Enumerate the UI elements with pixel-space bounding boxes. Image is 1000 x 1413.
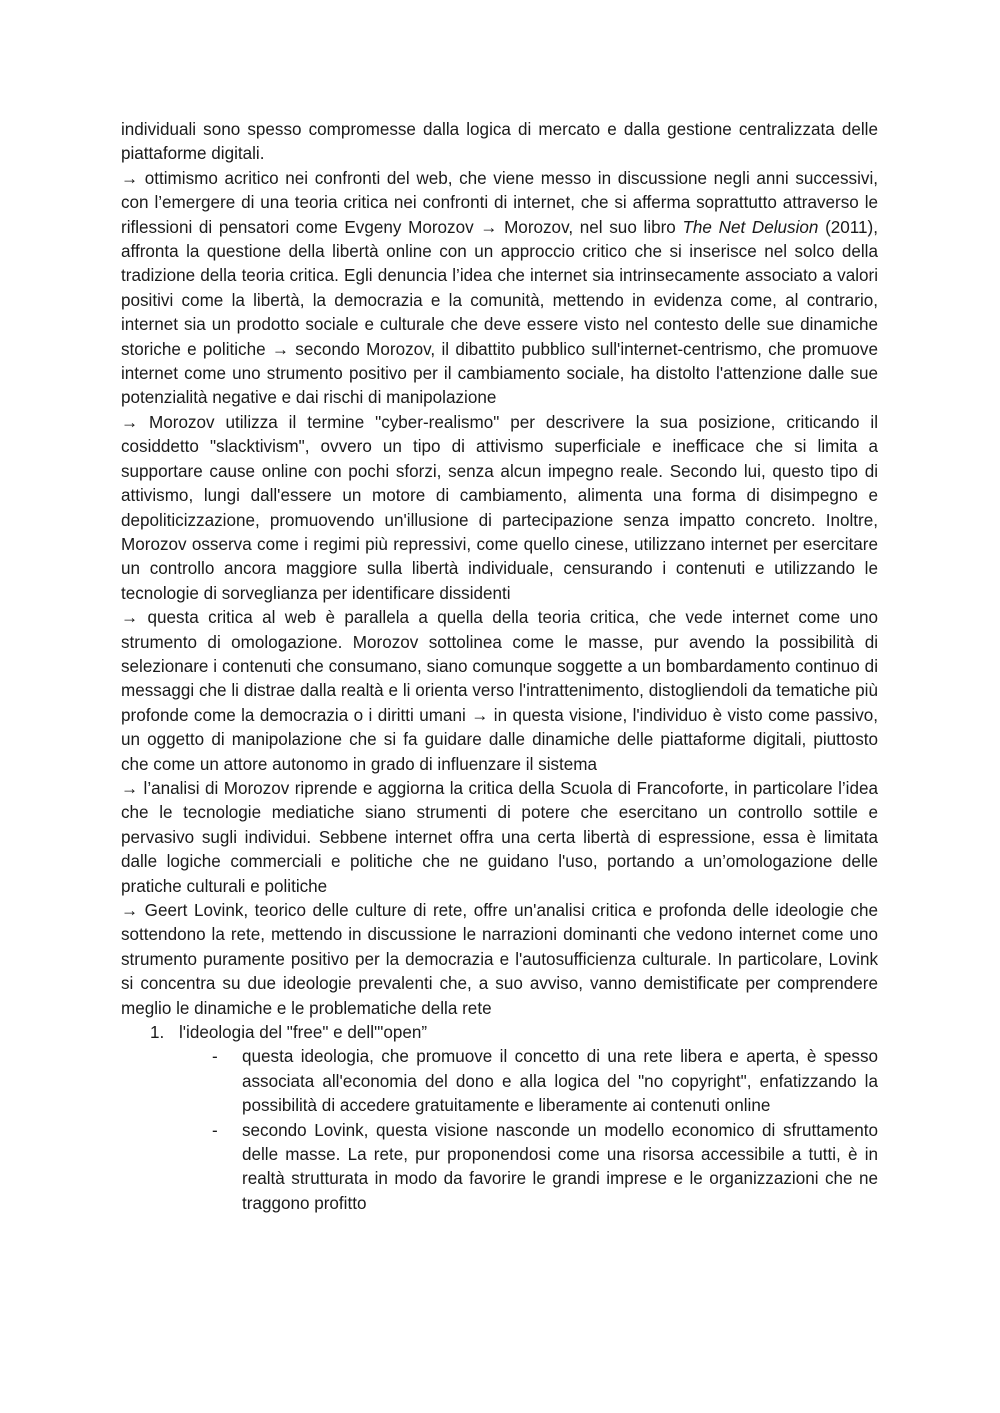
- bullet-dash: -: [212, 1120, 218, 1140]
- bullet-item-1: [121, 1045, 878, 1118]
- paragraph-3: → Morozov utilizza il termine "cyber-realismo" per descrivere la sua posizione, criticando il cosiddetto "slacktivism", ovvero un tipo di attivismo superficiale e inefficace che si limita a supportare cause online con pochi sforzi, senza alcun impegno reale. Secondo lui, questo tipo di attivismo, lungi dall'essere un motore di cambiamento, alimenta una forma di disimpegno e depoliticizzazione, promuovendo un'illusione di partecipazione senza impatto concreto. Inoltre, Morozov osserva come i regimi più repressivi, come quello cinese, utilizzano internet per esercitare un controllo ancora maggiore sulla libertà individuale, censurando i contenuti e utilizzando le tecnologie di sorveglianza per identificare dissidenti: [121, 412, 878, 603]
- bullet-text: questa ideologia, che promuove il concetto di una rete libera e aperta, è spesso associata all'economia del dono e alla logica del "no copyright", enfatizzando la possibilità di accedere gratuitamente e liberamente ai contenuti online: [242, 1047, 878, 1116]
- document-page: [121, 118, 878, 1216]
- book-title: The Net Delusion: [682, 217, 819, 237]
- bullet-text: secondo Lovink, questa visione nasconde un modello economico di sfruttamento delle masse. La rete, pur proponendosi come una risorsa accessibile a tutti, è in realtà strutturata in modo da favorire le grandi imprese e le organizzazioni che ne traggono profitto: [242, 1120, 878, 1213]
- paragraph-2-text-end: (2011), affronta la questione della libertà online con un approccio critico che si inserisce nel solco della tradizione della teoria critica. Egli denuncia l’idea che internet sia intrinsecamente associato a valori positivi come la libertà, la democrazia e la comunità, mettendo in evidenza come, al contrario, internet sia un prodotto sociale e culturale che deve essere visto nel contesto delle sue dinamiche storiche e politiche → secondo Morozov, il dibattito pubblico sull'internet-centrismo, che promuove internet come uno strumento positivo per il cambiamento sociale, ha distolto l'attenzione dalle sue potenzialità negative e dai rischi di manipolazione: [121, 217, 878, 408]
- bullet-item-2: [121, 1119, 878, 1217]
- paragraph-2-text-start: → ottimismo acritico nei confronti del web, che viene messo in discussione negli anni successivi, con l’emergere di una teoria critica nei confronti di internet, che si afferma soprattutto attraverso le riflessioni di pensatori come Evgeny Morozov → Morozov, nel suo libro: [121, 168, 878, 237]
- bullet-dash: -: [212, 1047, 218, 1067]
- paragraph-5: → l’analisi di Morozov riprende e aggiorna la critica della Scuola di Francoforte, in particolare l’idea che le tecnologie mediatiche siano strumenti di potere che esercitano un controllo sottile e pervasivo sugli individui. Sebbene internet offra una certa libertà di espressione, essa è limitata dalle logiche commerciali e politiche che ne guidano l'uso, portando a un’omologazione delle pratiche culturali e politiche: [121, 778, 878, 896]
- paragraph-4: → questa critica al web è parallela a quella della teoria critica, che vede internet come uno strumento di omologazione. Morozov sottolinea come le masse, pur avendo la possibilità di selezionare i contenuti che consumano, siano comunque soggette a un bombardamento continuo di messaggi che li distrae dalla realtà e li orienta verso l'intrattenimento, distogliendoli da tematiche più profonde come la democrazia o i diritti umani → in questa visione, l'individuo è visto come passivo, un oggetto di manipolazione che si fa guidare dalle dinamiche delle piattaforme digitali, piuttosto che come un attore autonomo in grado di influenzare il sistema: [121, 608, 878, 774]
- paragraph-2: [121, 167, 878, 411]
- list-number: 1.: [150, 1023, 165, 1043]
- list-item-text: l'ideologia del "free" e dell'"open”: [179, 1023, 428, 1043]
- numbered-list-item: [121, 1021, 878, 1045]
- paragraph-1: individuali sono spesso compromesse dalla logica di mercato e dalla gestione centralizzata delle piattaforme digitali.: [121, 120, 878, 164]
- paragraph-6: → Geert Lovink, teorico delle culture di rete, offre un'analisi critica e profonda delle ideologie che sottendono la rete, mettendo in discussione le narrazioni dominanti che vedono internet come uno strumento puramente positivo per la democrazia e l'autosufficienza culturale. In particolare, Lovink si concentra su due ideologie prevalenti che, a suo avviso, vanno demistificate per comprendere meglio le dinamiche e le problematiche della rete: [121, 901, 878, 1018]
